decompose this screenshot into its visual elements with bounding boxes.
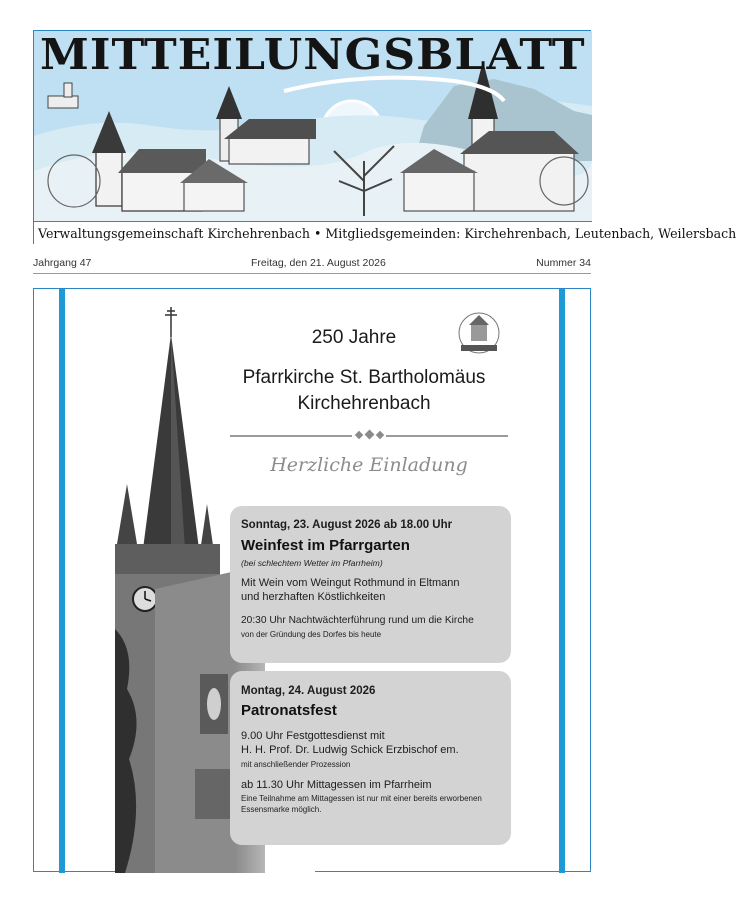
invitation-heading: Herzliche Einladung xyxy=(270,454,468,476)
event-date: Sonntag, 23. August 2026 ab 18.00 Uhr xyxy=(241,519,453,531)
masthead-subtitle-bar xyxy=(34,221,736,245)
masthead xyxy=(33,30,736,244)
masthead-title: MITTEILUNGSBLATT xyxy=(40,30,586,79)
divider-diamond-icon xyxy=(355,431,363,439)
event-title: Weinfest im Pfarrgarten xyxy=(241,537,410,554)
event-service-line: 9.00 Uhr Festgottesdienst mit xyxy=(241,730,385,742)
issue-number: Nummer 34 xyxy=(536,257,591,269)
poster-left-bar xyxy=(59,289,65,873)
masthead-subtitle: Verwaltungsgemeinschaft Kirchehrenbach • Mitgliedsgemeinden: Kirchehrenbach, Leutenbach, Weilersbach xyxy=(38,226,736,241)
event-box-patronal-feast xyxy=(230,671,511,845)
issue-info-line xyxy=(33,254,591,274)
event-tour: 20:30 Uhr Nachtwächterführung rund um die Kirche xyxy=(241,615,474,626)
event-title: Patronatsfest xyxy=(241,702,337,719)
event-lunch-note: Eine Teilnahme am Mittagessen ist nur mit einer bereits erworbenen xyxy=(241,794,482,803)
divider-diamond-icon xyxy=(365,430,375,440)
event-weather-note: (bei schlechtem Wetter im Pfarrheim) xyxy=(241,558,383,568)
event-date: Montag, 24. August 2026 xyxy=(241,685,376,697)
divider-line-left xyxy=(230,435,352,437)
event-box-wine-festival xyxy=(230,506,511,663)
event-tour-detail: von der Gründung des Dorfes bis heute xyxy=(241,630,382,639)
event-description-line: Mit Wein vom Weingut Rothmund in Eltmann xyxy=(241,577,460,589)
church-name: Pfarrkirche St. Bartholomäus xyxy=(242,367,486,388)
event-description-line: und herzhaften Köstlichkeiten xyxy=(241,591,386,603)
anniversary-heading: 250 Jahre xyxy=(311,327,397,348)
anniversary-logo-icon xyxy=(457,311,501,361)
issue-date: Freitag, den 21. August 2026 xyxy=(251,257,386,269)
event-lunch-note: Essensmarke möglich. xyxy=(241,805,322,814)
issue-volume: Jahrgang 47 xyxy=(33,257,92,269)
event-poster xyxy=(33,288,591,872)
village-name: Kirchehrenbach xyxy=(297,393,431,414)
event-service-line: H. H. Prof. Dr. Ludwig Schick Erzbischof em. xyxy=(241,744,459,756)
divider-diamond-icon xyxy=(376,431,384,439)
event-lunch: ab 11.30 Uhr Mittagessen im Pfarrheim xyxy=(241,779,432,791)
divider-line-right xyxy=(386,435,508,437)
event-procession: mit anschließender Prozession xyxy=(241,760,351,769)
poster-right-bar xyxy=(559,289,565,873)
